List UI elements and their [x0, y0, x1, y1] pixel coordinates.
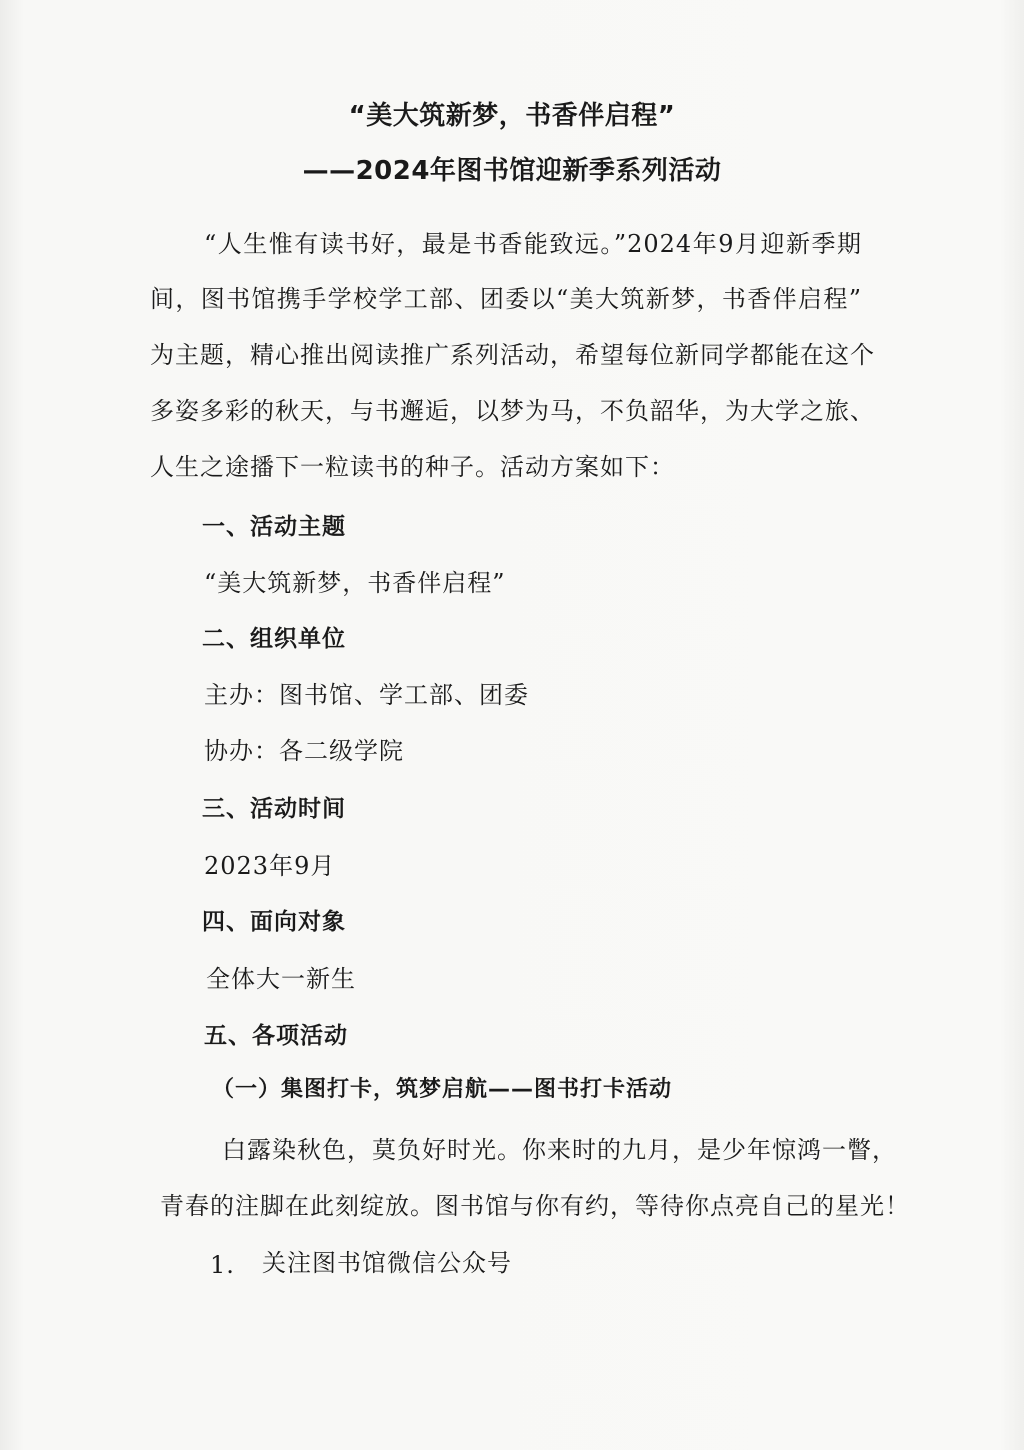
section-time-content: 2023年9月	[204, 852, 336, 880]
intro-line-3: 为主题，精心推出阅读推广系列活动，希望每位新同学都能在这个	[150, 341, 875, 369]
document-title: “美大筑新梦，书香伴启程”	[348, 101, 676, 131]
intro-line-4: 多姿多彩的秋天，与书邂逅，以梦为马，不负韶华，为大学之旅、	[150, 397, 875, 425]
section-audience-heading: 四、面向对象	[202, 909, 346, 935]
intro-line-5: 人生之途播下一粒读书的种子。活动方案如下：	[150, 453, 675, 481]
section-theme-content: “美大筑新梦，书香伴启程”	[204, 569, 506, 597]
organizers-cohost: 协办：各二级学院	[204, 737, 404, 765]
activity-1-item-1-text: 关注图书馆微信公众号	[262, 1249, 512, 1277]
organizers-host: 主办：图书馆、学工部、团委	[204, 681, 529, 709]
activity-1-para-line-1: 白露染秋色，莫负好时光。你来时的九月，是少年惊鸿一瞥，	[222, 1136, 897, 1164]
activity-1-para-line-2: 青春的注脚在此刻绽放。图书馆与你有约，等待你点亮自己的星光！	[160, 1192, 910, 1220]
document-subtitle: ——2024年图书馆迎新季系列活动	[302, 156, 722, 186]
section-theme-heading: 一、活动主题	[202, 514, 346, 540]
section-organizers-heading: 二、组织单位	[202, 626, 346, 652]
activity-1-item-1-number: 1.	[210, 1251, 235, 1279]
section-time-heading: 三、活动时间	[202, 796, 346, 822]
section-audience-content: 全体大一新生	[206, 965, 356, 993]
section-activities-heading: 五、各项活动	[204, 1023, 348, 1049]
intro-line-2: 间，图书馆携手学校学工部、团委以“美大筑新梦，书香伴启程”	[150, 285, 862, 313]
intro-line-1: “人生惟有读书好，最是书香能致远。”2024年9月迎新季期	[204, 230, 862, 258]
activity-1-heading: （一）集图打卡，筑梦启航——图书打卡活动	[212, 1077, 673, 1102]
